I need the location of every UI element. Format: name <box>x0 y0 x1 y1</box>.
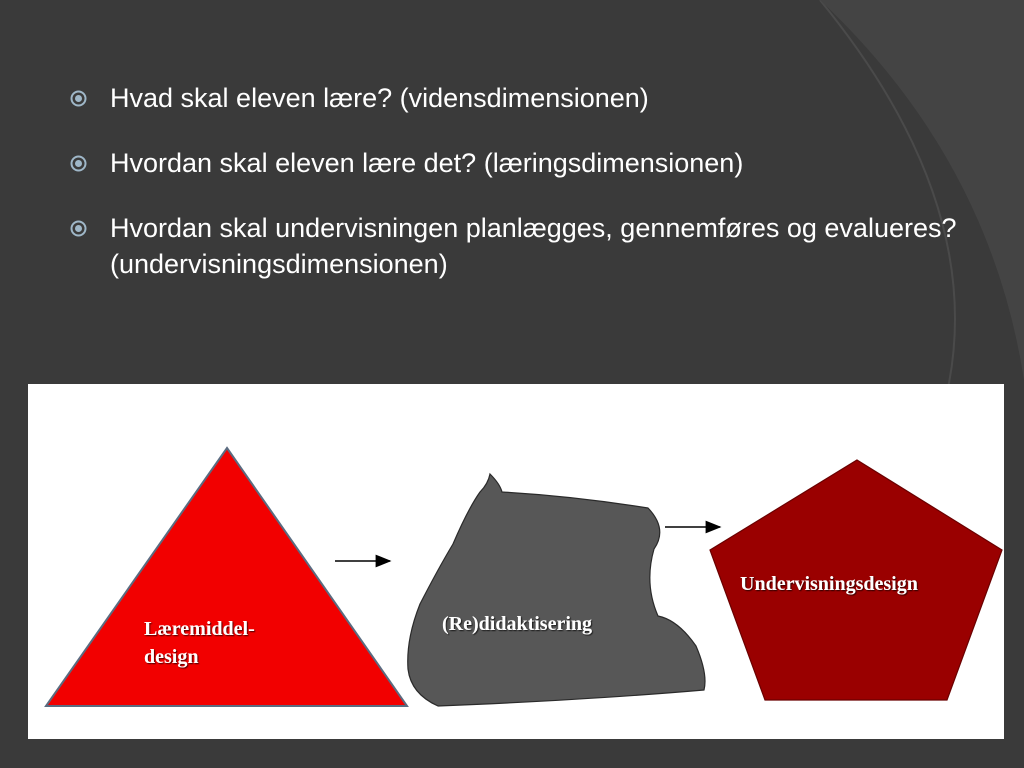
blob-label: (Re)didaktisering <box>442 613 592 635</box>
circled-dot-icon <box>70 220 87 237</box>
pentagon-label: Undervisningsdesign <box>740 573 918 595</box>
design-diagram <box>28 384 1004 739</box>
triangle-label-line2: design <box>144 646 199 668</box>
circled-dot-icon <box>70 155 87 172</box>
triangle-label-line1: Læremiddel- <box>144 618 255 640</box>
bullet-item <box>68 80 998 116</box>
triangle-shape <box>46 448 407 706</box>
bullet-item <box>68 145 998 181</box>
bullet-text: Hvordan skal undervisningen planlægges, gennemføres og evalueres? (undervisningsdimensionen) <box>110 213 957 279</box>
circled-dot-icon <box>70 90 87 107</box>
bullet-list <box>68 80 998 311</box>
bullet-item <box>68 210 998 282</box>
bullet-text: Hvad skal eleven lære? (vidensdimensionen) <box>110 83 649 113</box>
blob-shape <box>408 474 705 706</box>
bullet-text: Hvordan skal eleven lære det? (læringsdimensionen) <box>110 148 744 178</box>
